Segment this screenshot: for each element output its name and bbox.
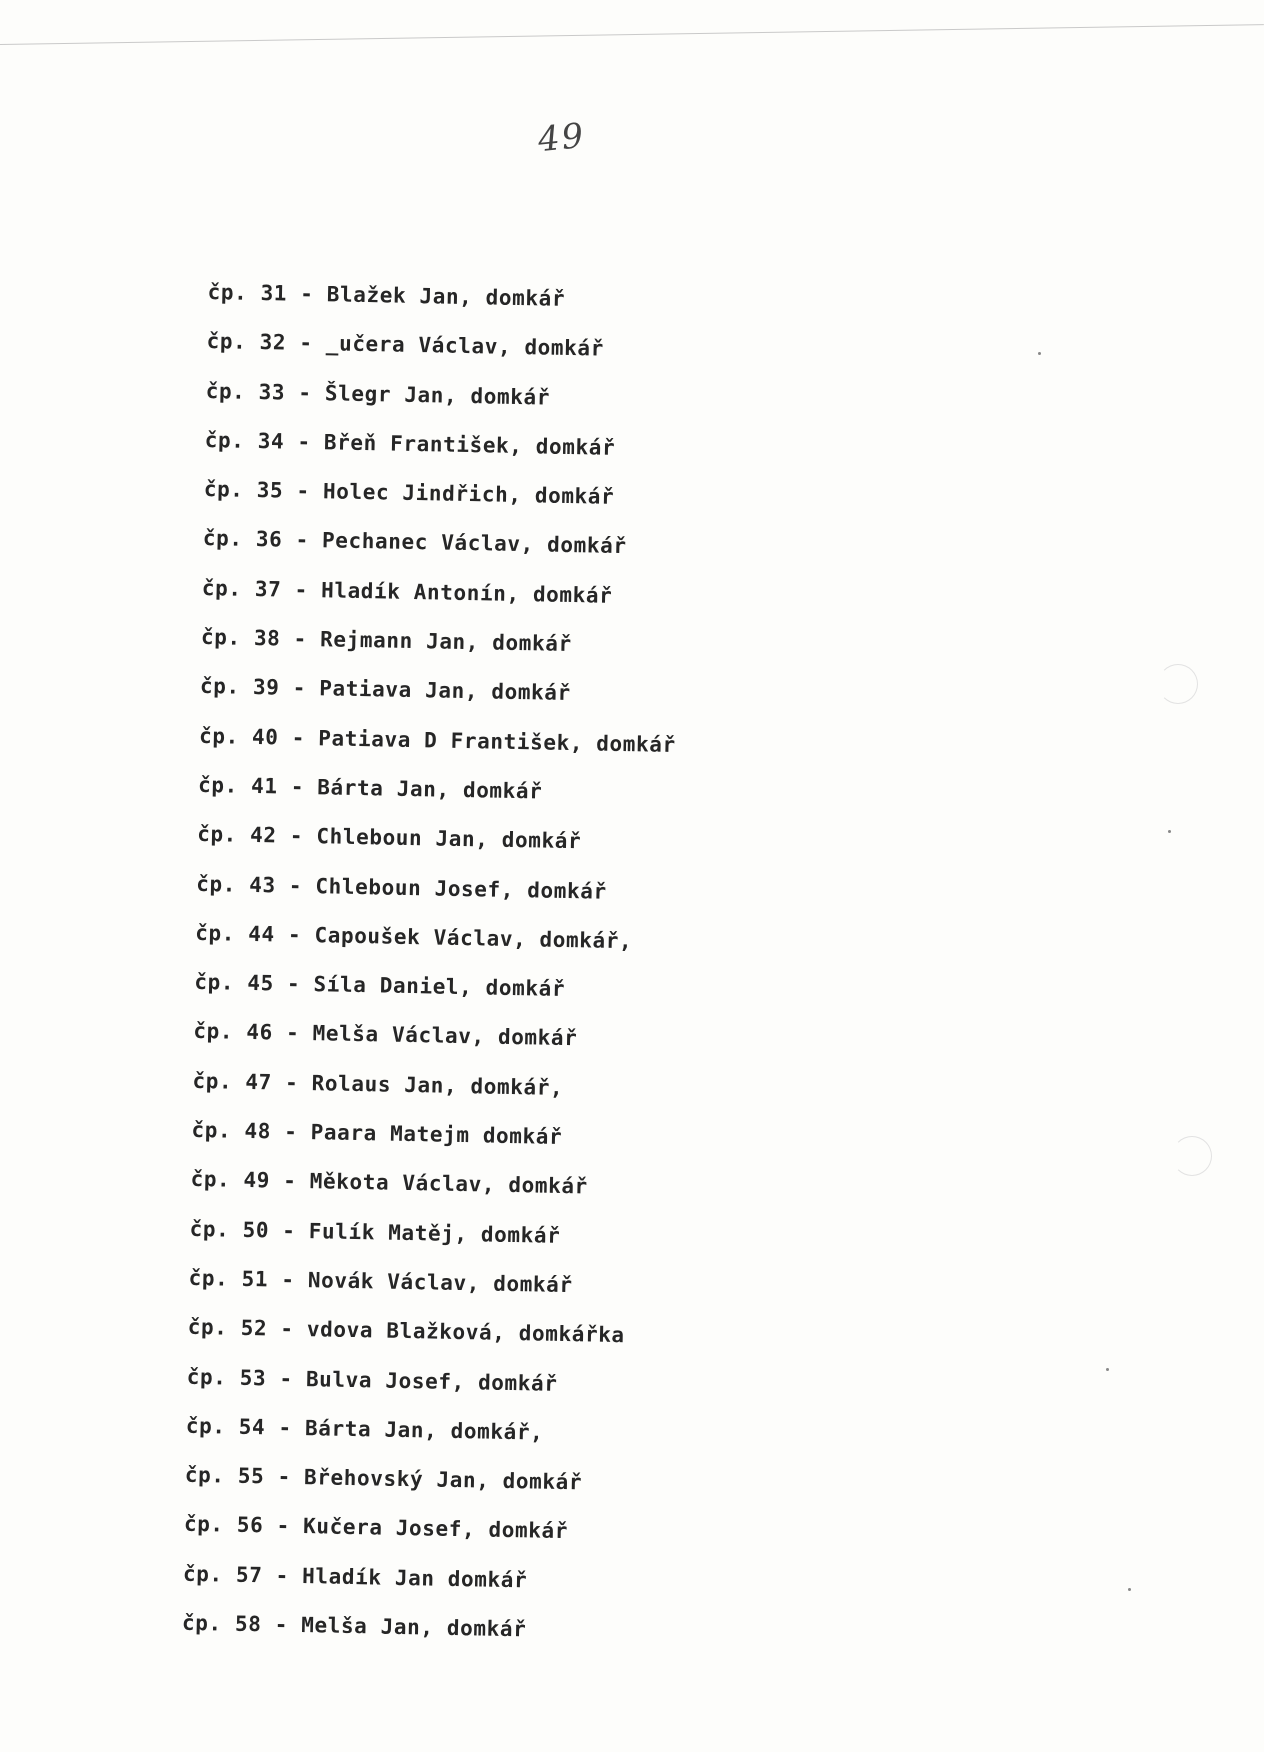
list-item: čp. 53 - Bulva Josef, domkář bbox=[186, 1364, 558, 1396]
list-item: čp. 54 - Bárta Jan, domkář, bbox=[185, 1413, 544, 1445]
list-item: čp. 33 - Šlegr Jan, domkář bbox=[205, 378, 551, 410]
scan-speck bbox=[1106, 1368, 1109, 1371]
list-item: čp. 32 - _učera Václav, domkář bbox=[206, 329, 605, 361]
list-item: čp. 36 - Pechanec Václav, domkář bbox=[202, 526, 627, 559]
list-item: čp. 42 - Chleboun Jan, domkář bbox=[196, 822, 582, 854]
page-number: 49 bbox=[536, 115, 588, 161]
list-item: čp. 38 - Rejmann Jan, domkář bbox=[200, 625, 572, 657]
list-item: čp. 47 - Rolaus Jan, domkář, bbox=[192, 1068, 564, 1100]
list-item: čp. 44 - Capoušek Václav, domkář, bbox=[195, 920, 633, 954]
house-register-list bbox=[182, 272, 1028, 1668]
scan-speck bbox=[1128, 1588, 1131, 1591]
list-item: čp. 55 - Břehovský Jan, domkář bbox=[184, 1462, 583, 1495]
list-item: čp. 45 - Síla Daniel, domkář bbox=[194, 970, 566, 1002]
list-item: čp. 50 - Fulík Matěj, domkář bbox=[189, 1216, 561, 1248]
list-item: čp. 34 - Břeň František, domkář bbox=[204, 427, 616, 460]
list-item: čp. 52 - vdova Blažková, domkářka bbox=[187, 1315, 625, 1348]
list-item: čp. 49 - Měkota Václav, domkář bbox=[190, 1167, 589, 1199]
punch-hole-mark bbox=[1172, 1136, 1212, 1176]
list-item: čp. 46 - Melša Václav, domkář bbox=[193, 1019, 578, 1051]
list-item: čp. 48 - Paara Matejm domkář bbox=[191, 1117, 563, 1150]
list-item: čp. 39 - Patiava Jan, domkář bbox=[199, 674, 572, 706]
list-item: čp. 40 - Patiava D František, domkář bbox=[198, 723, 677, 757]
scan-edge-line bbox=[0, 24, 1264, 83]
scan-speck bbox=[1168, 830, 1171, 833]
scan-speck bbox=[1038, 352, 1041, 355]
list-item: čp. 37 - Hladík Antonín, domkář bbox=[201, 575, 613, 608]
list-item: čp. 58 - Melša Jan, domkář bbox=[181, 1610, 527, 1642]
list-item: čp. 41 - Bárta Jan, domkář bbox=[197, 772, 543, 804]
list-item: čp. 43 - Chleboun Josef, domkář bbox=[196, 871, 607, 904]
list-item: čp. 51 - Novák Václav, domkář bbox=[188, 1265, 573, 1298]
list-item: čp. 57 - Hladík Jan domkář bbox=[182, 1561, 528, 1593]
list-item: čp. 31 - Blažek Jan, domkář bbox=[207, 279, 566, 311]
list-item: čp. 56 - Kučera Josef, domkář bbox=[183, 1512, 569, 1544]
list-item: čp. 35 - Holec Jindřich, domkář bbox=[203, 477, 615, 510]
punch-hole-mark bbox=[1158, 664, 1198, 704]
